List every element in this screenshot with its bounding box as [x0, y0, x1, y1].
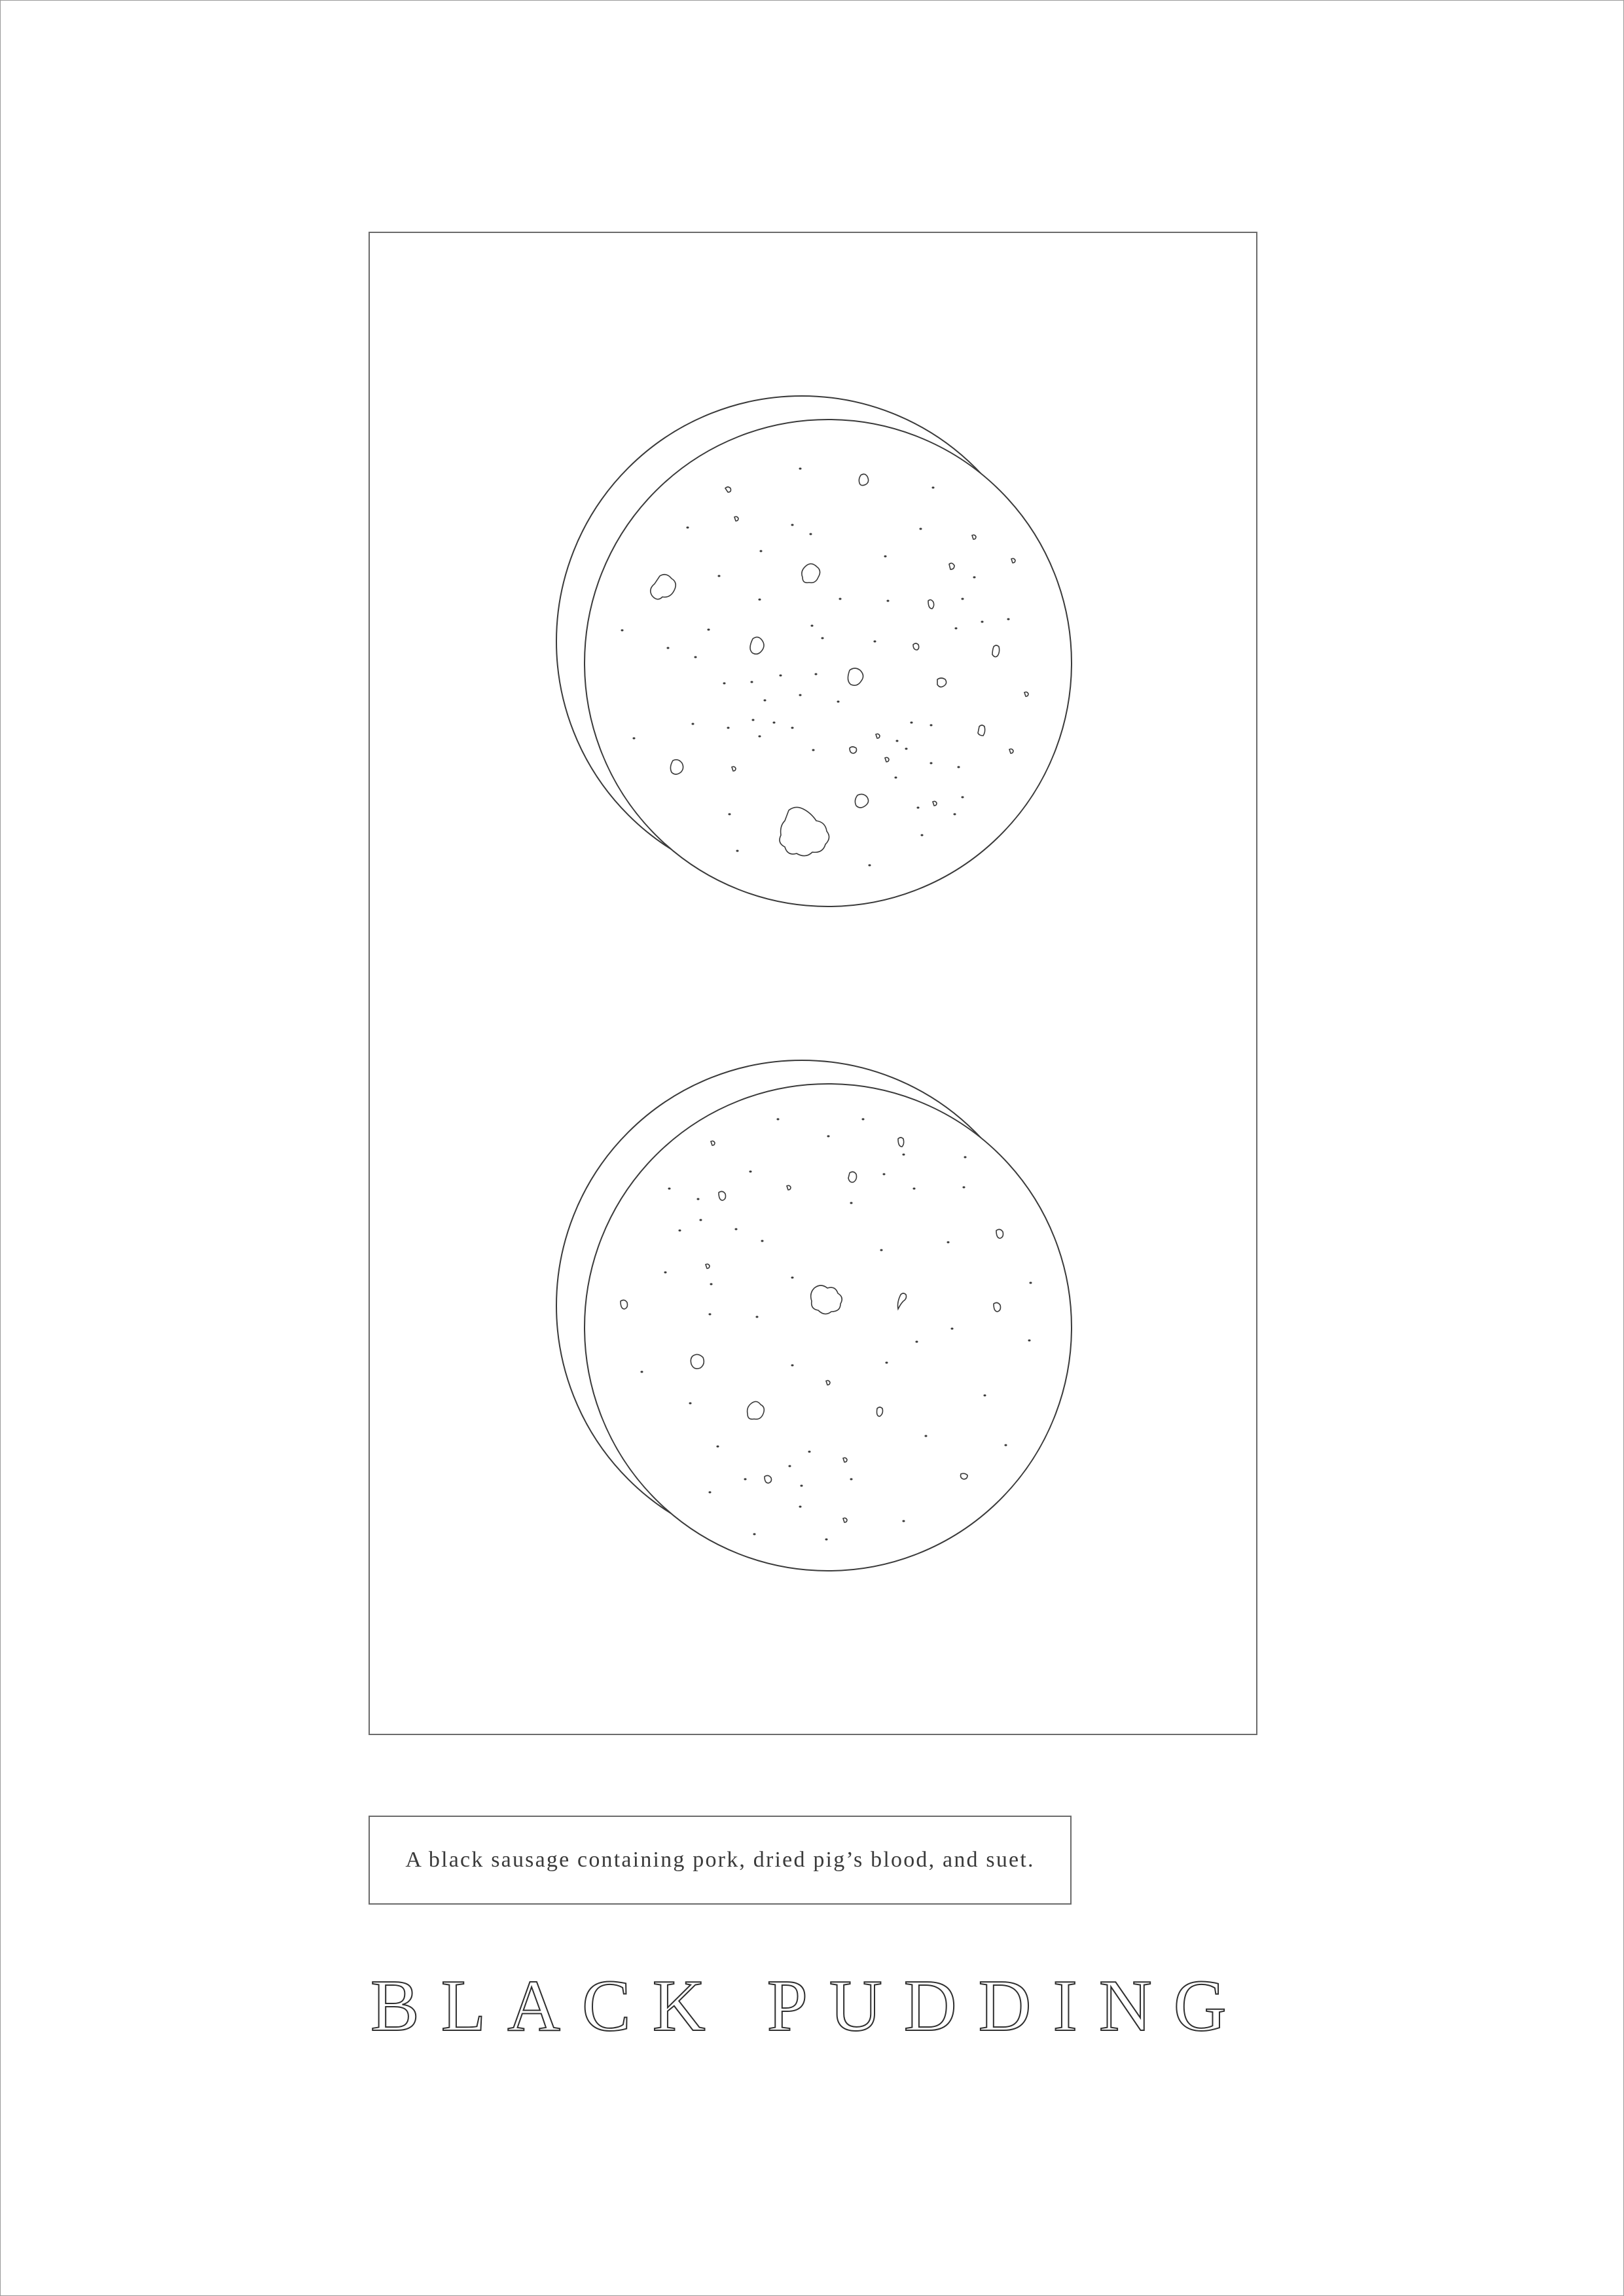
sausage-slice-bottom	[556, 1060, 1072, 1571]
sausage-slice-top	[556, 396, 1072, 906]
caption-box	[369, 1816, 1072, 1905]
poster-title: BLACK PUDDING	[370, 1965, 1248, 2047]
caption-text: A black sausage containing pork, dried pig’s blood, and suet.	[405, 1848, 1035, 1872]
slice-bottom-front-circle	[585, 1084, 1072, 1571]
